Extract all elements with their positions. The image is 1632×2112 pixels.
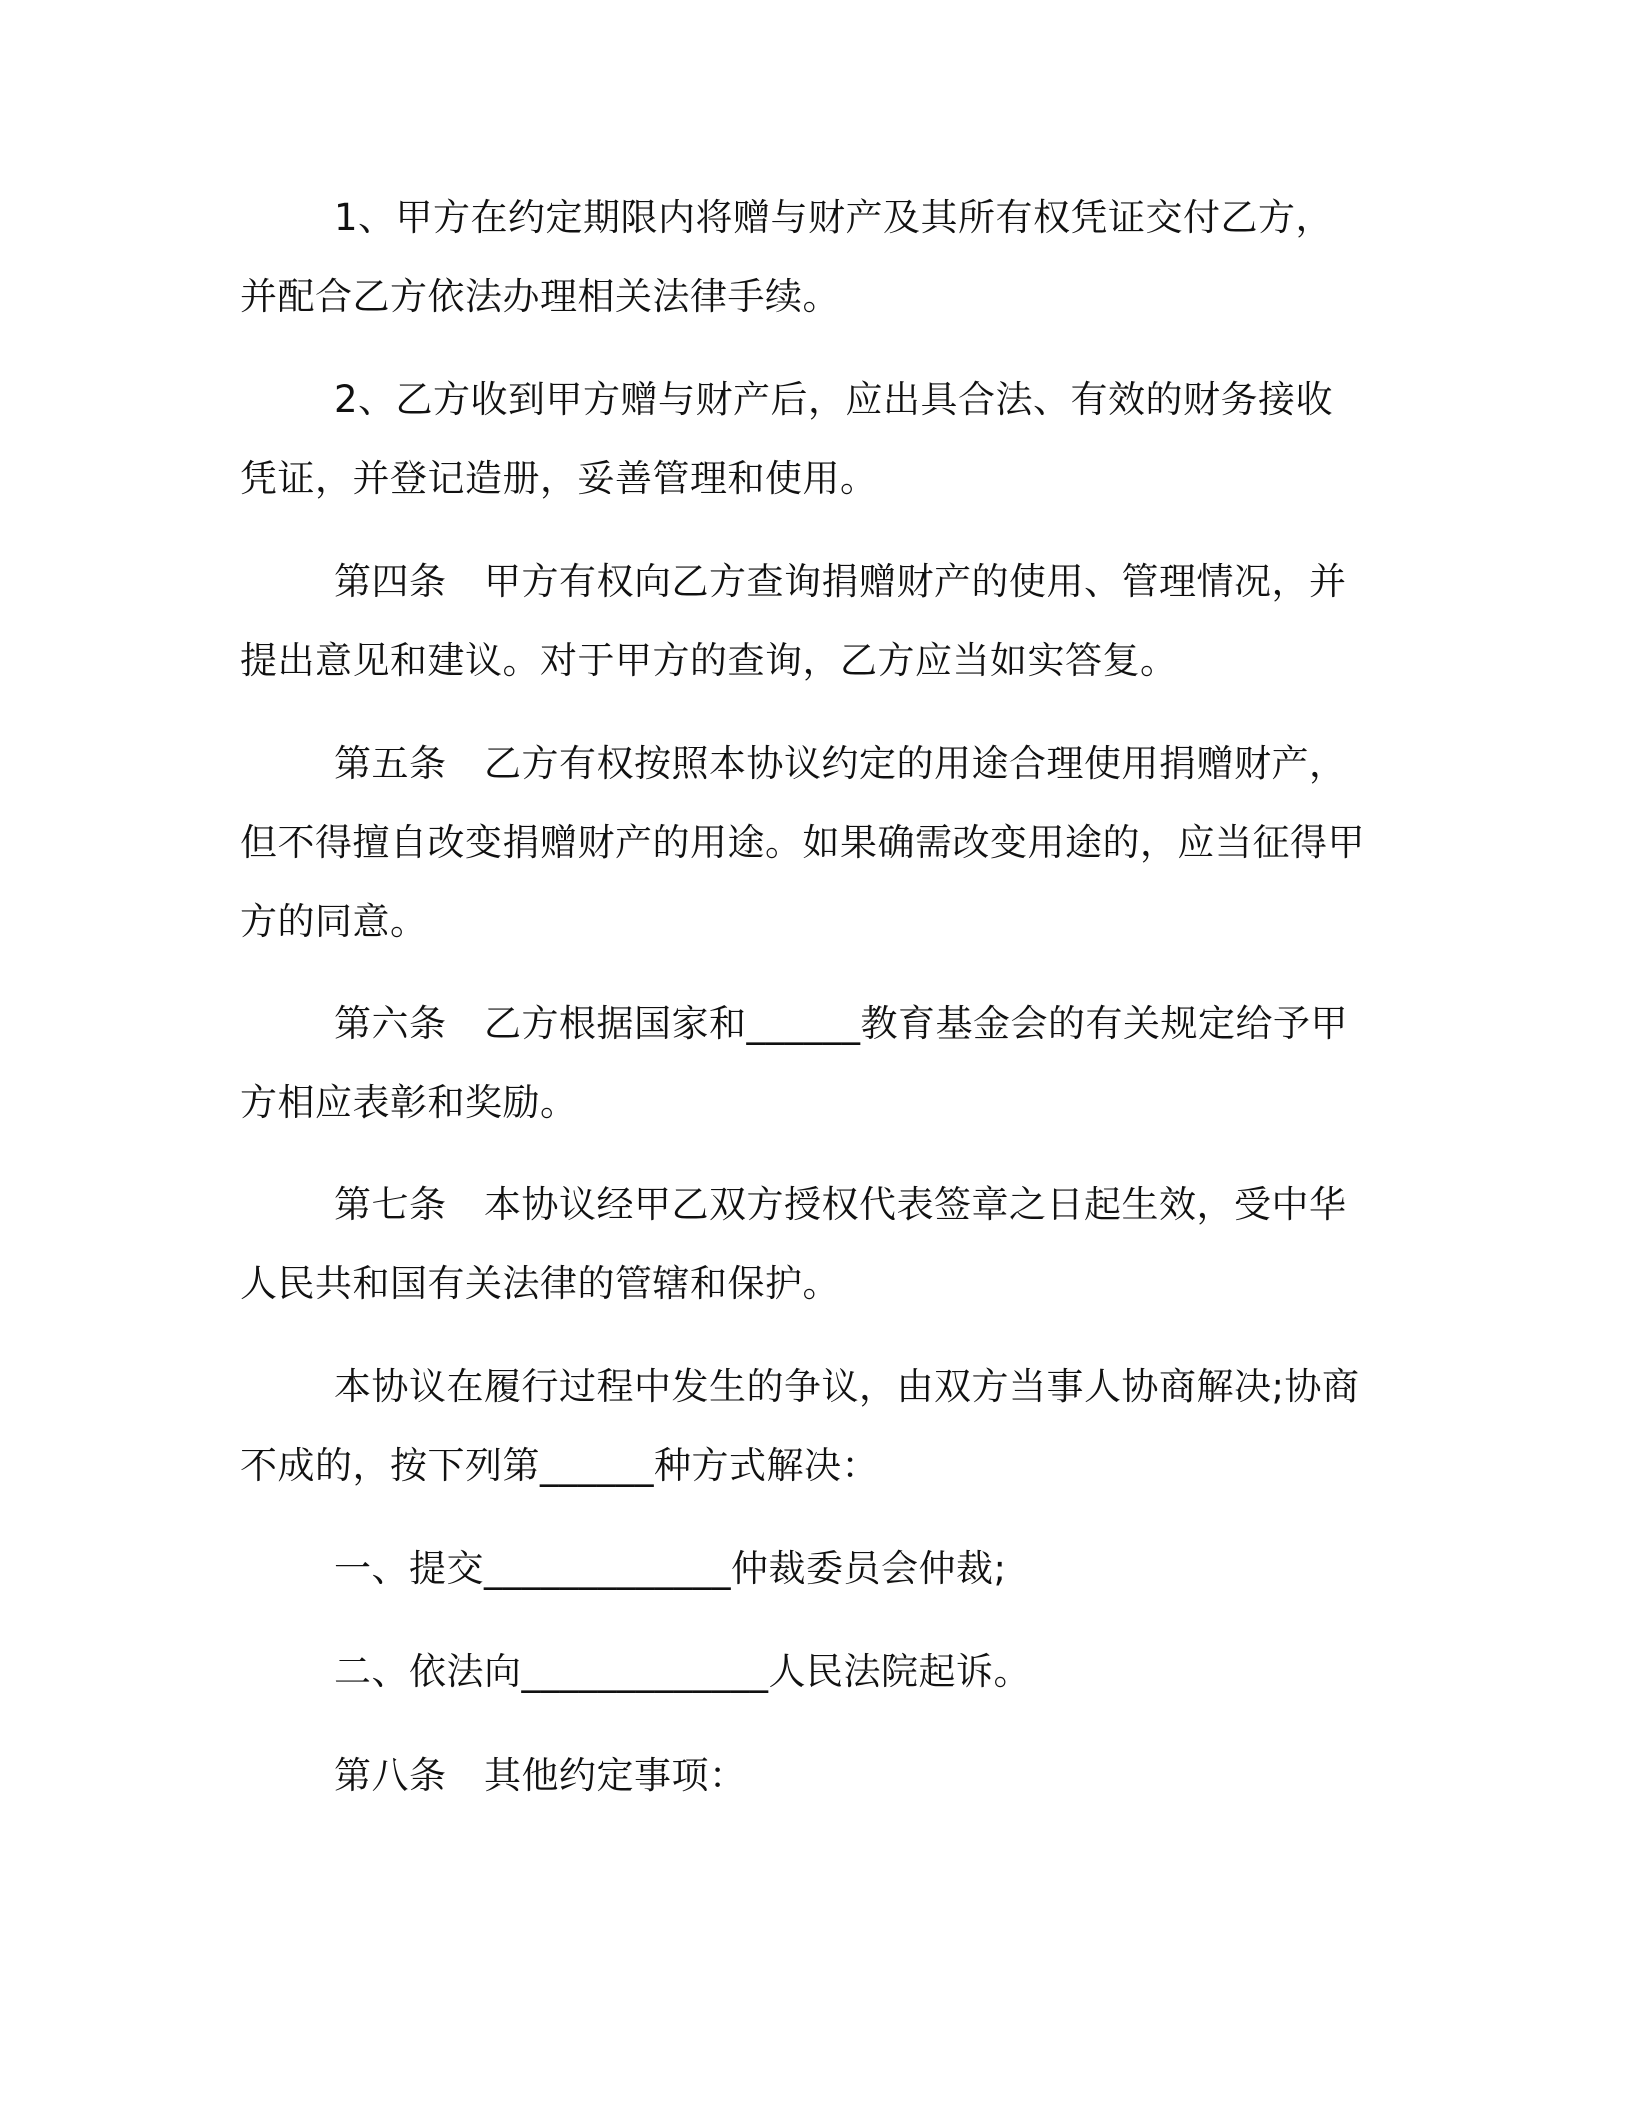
- paragraph-article-8: 第八条 其他约定事项：: [334, 1754, 747, 1797]
- paragraph-article-5: 第五条 乙方有权按照本协议约定的用途合理使用捐赠财产，但不得擅自改变捐赠财产的用途。如果确需改变用途的，应当征得甲方的同意。: [240, 742, 1365, 943]
- paragraph-option-arbitration: 一、提交_____________仲裁委员会仲裁;: [334, 1547, 1007, 1590]
- paragraph-clause-2: 2、乙方收到甲方赠与财产后，应出具合法、有效的财务接收凭证，并登记造册，妥善管理和使用。: [240, 378, 1334, 500]
- paragraph-article-4: 第四条 甲方有权向乙方查询捐赠财产的使用、管理情况，并提出意见和建议。对于甲方的查询，乙方应当如实答复。: [240, 560, 1347, 682]
- paragraph-clause-1: 1、甲方在约定期限内将赠与财产及其所有权凭证交付乙方，并配合乙方依法办理相关法律手续。: [240, 196, 1334, 318]
- paragraph-option-litigation: 二、依法向_____________人民法院起诉。: [334, 1650, 1031, 1693]
- paragraph-dispute-resolution: 本协议在履行过程中发生的争议，由双方当事人协商解决;协商不成的，按下列第______种方式解决：: [240, 1365, 1360, 1487]
- paragraph-article-6: 第六条 乙方根据国家和______教育基金会的有关规定给予甲方相应表彰和奖励。: [240, 1002, 1348, 1124]
- paragraph-article-7: 第七条 本协议经甲乙双方授权代表签章之日起生效，受中华人民共和国有关法律的管辖和保护。: [240, 1183, 1347, 1305]
